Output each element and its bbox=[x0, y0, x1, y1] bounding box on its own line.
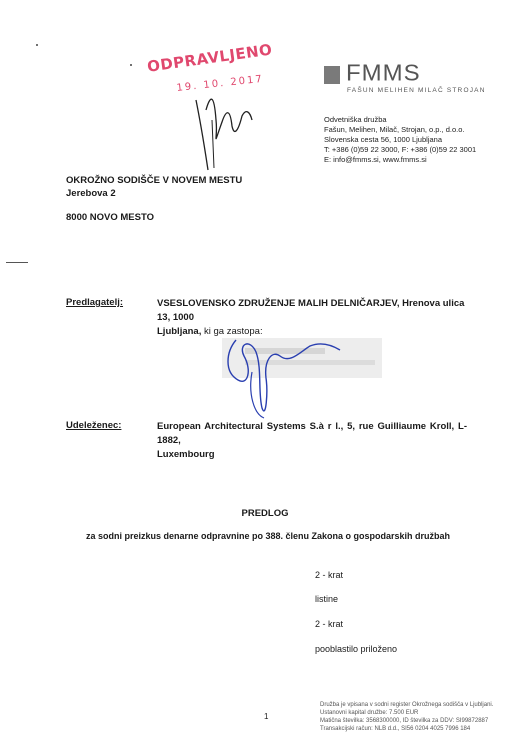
page-number: 1 bbox=[264, 712, 269, 721]
attachment-line: listine bbox=[315, 594, 339, 604]
participant-label: Udeleženec: bbox=[66, 420, 122, 431]
participant-line1: European Architectural Systems S.à r l., 5, rue Guilliaume Kroll, L-1882, bbox=[157, 421, 467, 446]
footer-line: Ustanovni kapital družbe: 7.500 EUR bbox=[320, 710, 419, 716]
court-street: Jerebova 2 bbox=[66, 188, 116, 199]
agent-stamp-bar-2 bbox=[245, 360, 375, 365]
footer-line: Transakcijski račun: NLB d.d., SI56 0204 4025 7996 184 bbox=[320, 726, 471, 732]
stamp-label: ODPRAVLJENO bbox=[146, 40, 274, 76]
margin-fold-mark bbox=[6, 262, 28, 263]
document-subtitle: za sodni preizkus denarne odpravnine po 388. členu Zakona o gospodarskih družbah bbox=[85, 531, 451, 541]
attachment-line: pooblastilo priloženo bbox=[315, 644, 398, 654]
footer-line: Matična številka: 3568300000, ID številka za DDV: SI99872887 bbox=[320, 718, 489, 724]
stamp-signature-tail bbox=[212, 120, 214, 168]
margin-dot bbox=[36, 44, 38, 46]
firm-line: Fašun, Melihen, Milač, Strojan, o.p., d.o.o. bbox=[324, 125, 465, 134]
agent-signature-tail bbox=[251, 372, 264, 418]
logo-mark-icon bbox=[324, 66, 340, 84]
participant-text bbox=[157, 420, 467, 462]
firm-line: E: info@fmms.si, www.fmms.si bbox=[324, 155, 427, 164]
participant-line2: Luxembourg bbox=[157, 449, 215, 460]
attachment-line: 2 - krat bbox=[315, 619, 344, 629]
footer-line: Družba je vpisana v sodni register Okrožnega sodišča v Ljubljani. bbox=[320, 702, 494, 708]
stamp-signature bbox=[196, 99, 252, 170]
firm-line: Odvetniška družba bbox=[324, 115, 387, 124]
court-city: 8000 NOVO MESTO bbox=[66, 212, 154, 223]
proposer-label: Predlagatelj: bbox=[66, 297, 124, 308]
margin-dot bbox=[130, 64, 132, 66]
court-name: OKROŽNO SODIŠČE V NOVEM MESTU bbox=[66, 175, 243, 186]
stamp-date: 19. 10. 2017 bbox=[176, 73, 265, 94]
firm-line: Slovenska cesta 56, 1000 Ljubljana bbox=[324, 135, 443, 144]
logo: FMMS bbox=[346, 60, 421, 87]
proposer-name: VSESLOVENSKO ZDRUŽENJE MALIH DELNIČARJEV, Hrenova ulica 13, 1000 bbox=[157, 298, 465, 323]
attachment-line: 2 - krat bbox=[315, 570, 344, 580]
logo-tagline: FAŠUN MELIHEN MILAČ STROJAN bbox=[347, 87, 486, 94]
document-title: PREDLOG bbox=[241, 508, 289, 519]
firm-line: T: +386 (0)59 22 3000, F: +386 (0)59 22 3001 bbox=[324, 145, 477, 154]
proposer-text bbox=[157, 297, 467, 339]
proposer-city: Ljubljana, bbox=[157, 326, 202, 337]
proposer-suffix: ki ga zastopa: bbox=[203, 326, 263, 337]
